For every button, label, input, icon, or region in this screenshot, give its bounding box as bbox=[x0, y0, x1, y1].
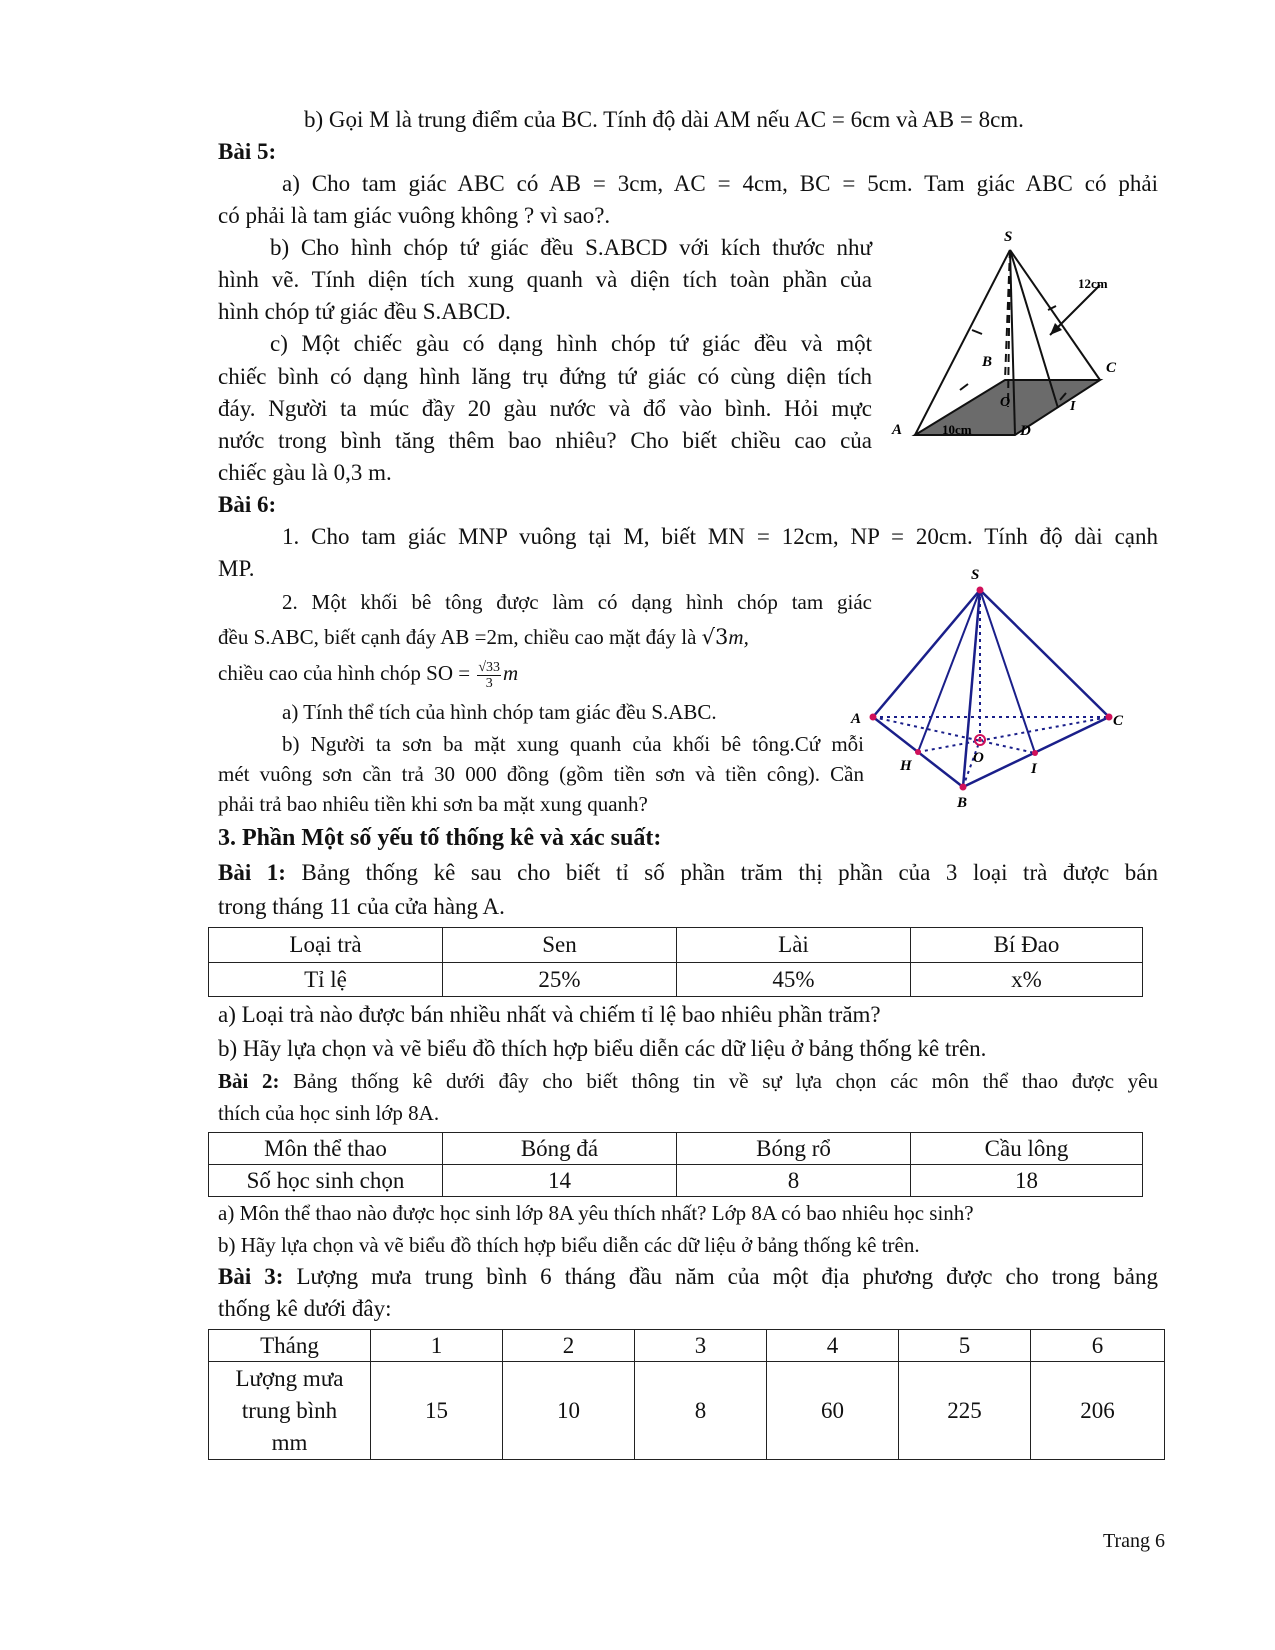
stat-bai2-label: Bài 2: bbox=[218, 1069, 280, 1093]
sports-row-cell: 8 bbox=[677, 1165, 911, 1197]
label-s: S bbox=[971, 567, 980, 583]
point-b bbox=[960, 784, 967, 791]
tea-header-cell: Lài bbox=[677, 928, 911, 963]
rainfall-header-cell: 5 bbox=[899, 1330, 1031, 1362]
stat-bai3-text1: Lượng mưa trung bình 6 tháng đầu năm của một địa phương được cho trong bảng bbox=[283, 1264, 1159, 1289]
bai5-a-line2: có phải là tam giác vuông không ? vì sao?. bbox=[218, 203, 611, 228]
tea-header-cell: Loại trà bbox=[209, 928, 443, 963]
bai6-p1-line1: 1. Cho tam giác MNP vuông tại M, biết MN = 12cm, NP = 20cm. Tính độ dài cạnh bbox=[282, 524, 1158, 549]
rainfall-header-cell: 1 bbox=[371, 1330, 503, 1362]
label-d: D bbox=[1020, 423, 1031, 439]
stat-bai3-line2: thống kê dưới đây: bbox=[218, 1296, 392, 1321]
label-o: O bbox=[973, 750, 984, 766]
sports-table bbox=[208, 1132, 1143, 1197]
tea-row-cell: Tỉ lệ bbox=[209, 963, 443, 997]
rainfall-header-cell: 2 bbox=[503, 1330, 635, 1362]
rainfall-table bbox=[208, 1329, 1165, 1460]
rainfall-label-line: trung bình bbox=[241, 1397, 338, 1423]
stat-bai2-qa: a) Môn thể thao nào được học sinh lớp 8A yêu thích nhất? Lớp 8A có bao nhiêu học sinh? bbox=[218, 1201, 974, 1225]
edge-sa bbox=[873, 590, 980, 717]
bai5-b-line2: hình vẽ. Tính diện tích xung quanh và diện tích toàn phần của bbox=[218, 267, 872, 292]
edge-si bbox=[980, 590, 1035, 753]
section3-title: 3. Phần Một số yếu tố thống kê và xác suất: bbox=[218, 825, 662, 851]
label-s: S bbox=[1004, 230, 1013, 245]
edge-hc-dotted bbox=[918, 717, 1109, 752]
bai5-b-line1: b) Cho hình chóp tứ giác đều S.ABCD với kích thước như bbox=[270, 235, 872, 260]
bai4-b-text: b) Gọi M là trung điểm của BC. Tính độ dài AM nếu AC = 6cm và AB = 8cm. bbox=[304, 107, 1024, 132]
unit-m-2: m bbox=[503, 661, 519, 685]
point-s bbox=[977, 587, 984, 594]
bai5-c-line3: đáy. Người ta múc đầy 20 gàu nước và đổ vào bình. Hỏi mực bbox=[218, 396, 872, 421]
stat-bai2-qb: b) Hãy lựa chọn và vẽ biểu đồ thích hợp biểu diễn các dữ liệu ở bảng thống kê trên. bbox=[218, 1233, 920, 1257]
rainfall-value-cell: 225 bbox=[899, 1362, 1031, 1460]
bai5-c-line4: nước trong bình tăng thêm bao nhiêu? Cho biết chiều cao của bbox=[218, 428, 872, 453]
tea-header-cell: Bí Đao bbox=[911, 928, 1143, 963]
tea-share-table bbox=[208, 927, 1143, 997]
fraction-so bbox=[477, 660, 501, 691]
sports-row-cell: 18 bbox=[911, 1165, 1143, 1197]
stat-bai1-line1 bbox=[218, 858, 1158, 888]
page-number: Trang 6 bbox=[1102, 1530, 1165, 1552]
bai6-p2-line2 bbox=[218, 622, 749, 652]
rainfall-value-cell: 8 bbox=[635, 1362, 767, 1460]
bai6-a: a) Tính thể tích của hình chóp tam giác đều S.ABC. bbox=[282, 700, 717, 724]
point-i bbox=[1032, 750, 1038, 756]
sports-header-cell: Bóng rổ bbox=[677, 1133, 911, 1165]
rainfall-header-cell: 6 bbox=[1031, 1330, 1165, 1362]
label-c: C bbox=[1106, 360, 1117, 376]
label-a: A bbox=[851, 711, 862, 727]
point-h bbox=[915, 749, 921, 755]
fraction-denominator: 3 bbox=[485, 675, 493, 691]
bai6-b-line2: mét vuông sơn cần trả 30 000 đồng (gồm tiền sơn và tiền công). Cần bbox=[218, 762, 864, 786]
bai6-p2-line3 bbox=[218, 658, 518, 691]
bai6-p2-line2-text: đều S.ABC, biết cạnh đáy AB =2m, chiều cao mặt đáy là bbox=[218, 625, 702, 649]
unit-m: m, bbox=[728, 625, 749, 649]
bai5-title: Bài 5: bbox=[218, 139, 277, 164]
stat-bai2-line1 bbox=[218, 1066, 1158, 1096]
tea-row-cell: 25% bbox=[443, 963, 677, 997]
stat-bai1-qb: b) Hãy lựa chọn và vẽ biểu đồ thích hợp biểu diễn các dữ liệu ở bảng thống kê trên. bbox=[218, 1036, 987, 1061]
label-h: H bbox=[900, 758, 912, 774]
label-b: B bbox=[982, 354, 993, 370]
stat-bai1-line2: trong tháng 11 của cửa hàng A. bbox=[218, 894, 505, 919]
rainfall-value-cell: 10 bbox=[503, 1362, 635, 1460]
pyramid-edge-sc bbox=[1010, 250, 1100, 380]
sports-row-cell: Số học sinh chọn bbox=[209, 1165, 443, 1197]
tick-mark-1 bbox=[972, 330, 982, 334]
bai6-p2-line3-text: chiều cao của hình chóp SO = bbox=[218, 661, 476, 685]
tick-mark-4 bbox=[960, 384, 968, 390]
sports-row-cell: 14 bbox=[443, 1165, 677, 1197]
edge-sc bbox=[980, 590, 1109, 717]
sports-header-cell: Bóng đá bbox=[443, 1133, 677, 1165]
stat-bai1-qa: a) Loại trà nào được bán nhiều nhất và chiếm tỉ lệ bao nhiêu phần trăm? bbox=[218, 1002, 881, 1027]
label-o: O bbox=[1000, 395, 1011, 410]
stat-bai1-label: Bài 1: bbox=[218, 860, 286, 885]
stat-bai2-text1: Bảng thống kê dưới đây cho biết thông tin về sự lựa chọn các môn thể thao được yêu bbox=[279, 1069, 1158, 1093]
point-c bbox=[1106, 714, 1113, 721]
label-b: B bbox=[957, 795, 968, 811]
square-pyramid-figure bbox=[890, 230, 1150, 460]
bai5-c-line1: c) Một chiếc gàu có dạng hình chóp tứ giác đều và một bbox=[270, 331, 872, 356]
point-o-center bbox=[978, 738, 982, 742]
bai5-c-line2: chiếc bình có dạng hình lăng trụ đứng tứ giác có cùng diện tích bbox=[218, 364, 872, 389]
tea-header-cell: Sen bbox=[443, 928, 677, 963]
rainfall-value-cell: 15 bbox=[371, 1362, 503, 1460]
stat-bai3-label: Bài 3: bbox=[218, 1264, 284, 1289]
rainfall-header-cell: 3 bbox=[635, 1330, 767, 1362]
label-c: C bbox=[1113, 713, 1124, 729]
bai6-b-line3: phải trả bao nhiêu tiền khi sơn ba mặt xung quanh? bbox=[218, 792, 648, 816]
bai5-c-line5: chiếc gàu là 0,3 m. bbox=[218, 460, 392, 485]
stat-bai3-line1 bbox=[218, 1262, 1158, 1292]
rainfall-label-line: Lượng mưa bbox=[235, 1365, 344, 1391]
tea-row-cell: x% bbox=[911, 963, 1143, 997]
point-a bbox=[870, 714, 877, 721]
label-i: I bbox=[1070, 399, 1076, 414]
bai5-b-line3: hình chóp tứ giác đều S.ABCD. bbox=[218, 299, 511, 324]
rainfall-row-label bbox=[209, 1362, 371, 1460]
triangular-pyramid-figure bbox=[845, 565, 1145, 825]
bai6-b-line1: b) Người ta sơn ba mặt xung quanh của khối bê tông.Cứ mỗi bbox=[282, 732, 864, 756]
label-12cm: 12cm bbox=[1078, 276, 1108, 291]
stat-bai1-text1: Bảng thống kê sau cho biết tỉ số phần trăm thị phần của 3 loại trà được bán bbox=[285, 860, 1159, 885]
tea-row-cell: 45% bbox=[677, 963, 911, 997]
rainfall-header-cell: Tháng bbox=[209, 1330, 371, 1362]
rainfall-value-cell: 206 bbox=[1031, 1362, 1165, 1460]
rainfall-header-cell: 4 bbox=[767, 1330, 899, 1362]
label-i: I bbox=[1031, 761, 1037, 777]
bai6-p2-line1: 2. Một khối bê tông được làm có dạng hình chóp tam giác bbox=[282, 590, 872, 614]
sports-header-cell: Môn thể thao bbox=[209, 1133, 443, 1165]
label-10cm: 10cm bbox=[942, 422, 972, 437]
edge-sh bbox=[918, 590, 980, 752]
fraction-numerator: √33 bbox=[478, 659, 501, 675]
label-a: A bbox=[892, 422, 903, 438]
bai6-p1-line2: MP. bbox=[218, 556, 255, 581]
rainfall-value-cell: 60 bbox=[767, 1362, 899, 1460]
sqrt3: √3 bbox=[701, 625, 729, 649]
bai6-title: Bài 6: bbox=[218, 492, 277, 517]
stat-bai2-line2: thích của học sinh lớp 8A. bbox=[218, 1101, 440, 1125]
sports-header-cell: Cầu lông bbox=[911, 1133, 1143, 1165]
bai5-a-line1: a) Cho tam giác ABC có AB = 3cm, AC = 4cm, BC = 5cm. Tam giác ABC có phải bbox=[282, 171, 1158, 196]
rainfall-label-line: mm bbox=[271, 1429, 308, 1455]
